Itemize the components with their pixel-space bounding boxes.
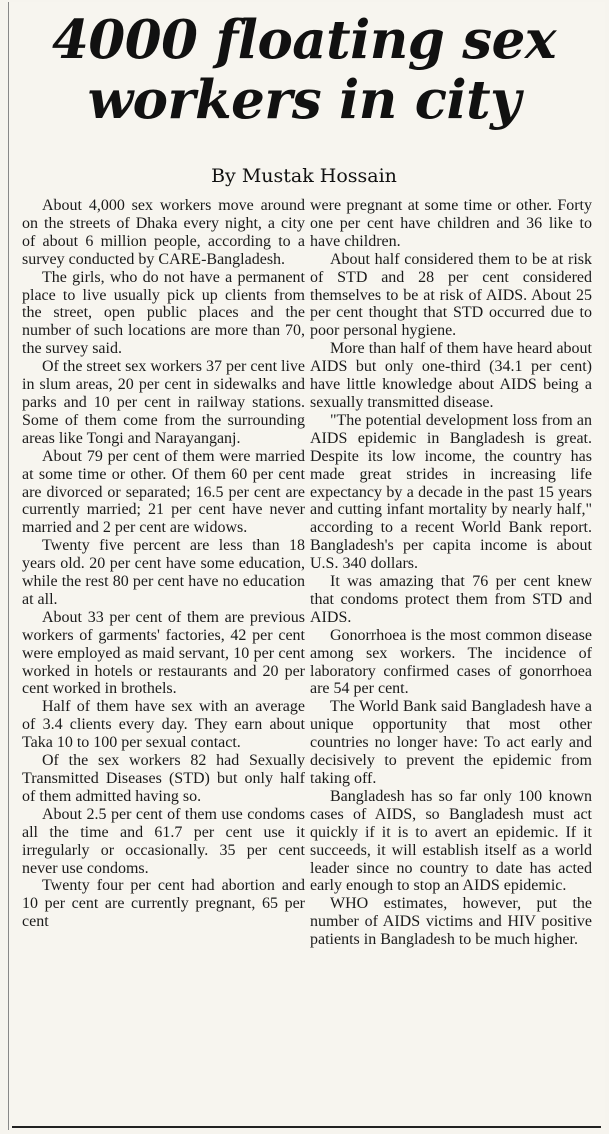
- paragraph: More than half of them have heard about AIDS but only one-third (34.1 per cent) have little knowledge about AIDS being a sexually transmitted disease.: [310, 340, 592, 411]
- paragraph: About half considered them to be at risk of STD and 28 per cent considered themselves to be at risk of AIDS. About 25 per cent thought that STD occurred due to poor personal hygiene.: [310, 250, 592, 340]
- paragraph: WHO estimates, however, put the number of AIDS victims and HIV positive patients in Bangladesh to be much higher.: [310, 895, 592, 949]
- paragraph: Of the street sex workers 37 per cent live in slum areas, 20 per cent in sidewalks and parks and 10 per cent in railway stations. Some of them come from the surrounding areas like Tongi and Narayanganj.: [22, 358, 306, 447]
- paragraph: About 2.5 per cent of them use condoms all the time and 61.7 per cent use it irregularly or occasionally. 35 per cent never use condoms.: [22, 805, 305, 877]
- paragraph: Bangladesh has so far only 100 known cases of AIDS, so Bangladesh must act quickly if it is to avert an epidemic. If it succeeds, it will establish itself as a world leader since no country to date has acted early enough to stop an AIDS epidemic.: [310, 787, 592, 895]
- paragraph: "The potential development loss from an AIDS epidemic in Bangladesh is great. Despite its low income, the country has made great strides in increasing life expectancy by a decade in the past 15 years and cutting infant mortality by nearly half," according to a recent World Bank report. Bangladesh's per capita income is about U.S. 340 dollars.: [310, 411, 592, 573]
- headline-line-2: workers in city: [87, 69, 521, 131]
- paragraph: Gonorrhoea is the most common disease among sex workers. The incidence of laboratory confirmed cases of gonorrhoea are 54 per cent.: [310, 626, 592, 698]
- article-column-left: [22, 197, 305, 931]
- headline-line-1: 4000 floating sex: [52, 9, 556, 71]
- paragraph: Twenty four per cent had abortion and 10 per cent are currently pregnant, 65 per cent: [22, 877, 305, 931]
- paragraph: The girls, who do not have a permanent place to live usually pick up clients from the street, open public places and the number of such locations are more than 70, the survey said.: [22, 268, 305, 358]
- headline: [14, 10, 594, 130]
- paragraph: About 79 per cent of them were married at some time or other. Of them 60 per cent are divorced or separated; 16.5 per cent are currently married; 21 per cent have never married and 2 per cent are widows.: [22, 447, 305, 537]
- paragraph: The World Bank said Bangladesh have a unique opportunity that most other countries no longer have: To act early and decisively to prevent the epidemic from taking off.: [310, 698, 592, 787]
- paragraph: Of the sex workers 82 had Sexually Transmitted Diseases (STD) but only half of them admitted having so.: [22, 752, 305, 805]
- paragraph: It was amazing that 76 per cent knew that condoms protect them from STD and AIDS.: [310, 573, 592, 626]
- byline: By Mustak Hossain: [211, 165, 397, 187]
- bottom-rule: [12, 1126, 601, 1128]
- paragraph: About 4,000 sex workers move around on the streets of Dhaka every night, a city of about 6 million people, according to a survey conducted by CARE-Bangladesh.: [22, 197, 305, 268]
- paragraph: About 33 per cent of them are previous workers of garments' factories, 42 per cent were employed as maid servant, 10 per cent worked in hotels or restaurants and 20 per cent worked in brothels.: [22, 608, 305, 698]
- paragraph-continued: were pregnant at some time or other. Forty one per cent have children and 36 like to have children.: [310, 197, 592, 250]
- article-column-right: [310, 197, 592, 949]
- paragraph: Twenty five percent are less than 18 years old. 20 per cent have some education, while the rest 80 per cent have no education at all.: [22, 537, 305, 608]
- paragraph: Half of them have sex with an average of 3.4 clients every day. They earn about Taka 10 to 100 per sexual contact.: [22, 698, 305, 752]
